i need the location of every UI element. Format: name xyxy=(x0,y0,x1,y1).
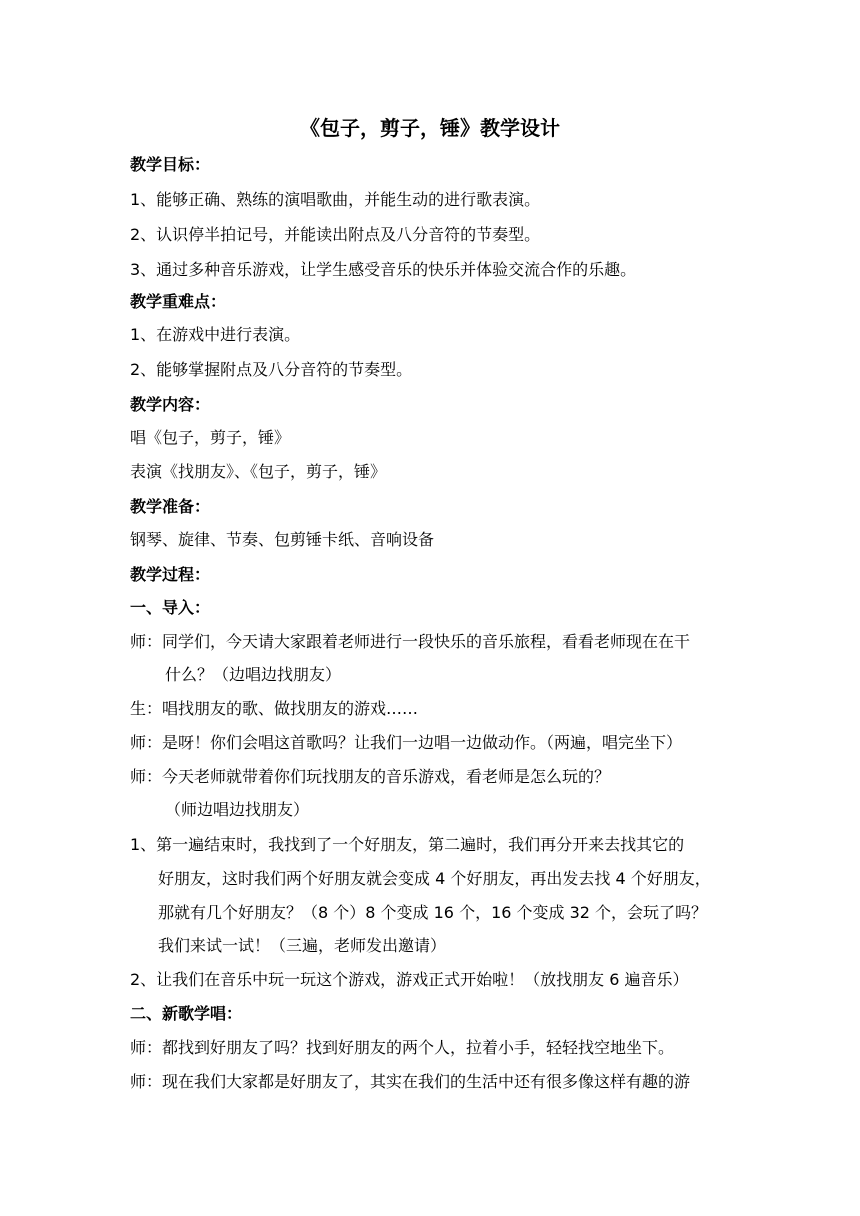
heading-teaching-goals: 教学目标： xyxy=(130,155,211,174)
process-line: 那就有几个好朋友？（8 个）8 个变成 16 个，16 个变成 32 个，会玩了吗？ xyxy=(158,903,708,922)
key-point-1: 1、在游戏中进行表演。 xyxy=(130,325,301,344)
process-line: 好朋友，这时我们两个好朋友就会变成 4 个好朋友，再出发去找 4 个好朋友， xyxy=(158,869,711,888)
goal-item-3: 3、通过多种音乐游戏，让学生感受音乐的快乐并体验交流合作的乐趣。 xyxy=(130,260,637,279)
process-line: 2、让我们在音乐中玩一玩这个游戏，游戏正式开始啦！（放找朋友 6 遍音乐） xyxy=(130,970,689,989)
process-line: 师：都找到好朋友了吗？找到好朋友的两个人，拉着小手，轻轻找空地坐下。 xyxy=(130,1038,675,1057)
key-point-2: 2、能够掌握附点及八分音符的节奏型。 xyxy=(130,360,413,379)
process-line: 师：是呀！你们会唱这首歌吗？让我们一边唱一边做动作。（两遍，唱完坐下） xyxy=(130,733,683,752)
process-line: 1、第一遍结束时，我找到了一个好朋友，第二遍时，我们再分开来去找其它的 xyxy=(130,835,685,854)
process-line: 什么？（边唱边找朋友） xyxy=(165,665,342,684)
goal-item-2: 2、认识停半拍记号，并能读出附点及八分音符的节奏型。 xyxy=(130,225,541,244)
heading-process: 教学过程： xyxy=(130,565,211,584)
process-line: （师边唱边找朋友） xyxy=(165,800,310,819)
process-line: 生：唱找朋友的歌、做找朋友的游戏…… xyxy=(130,699,419,718)
process-line: 我们来试一试！（三遍，老师发出邀请） xyxy=(158,936,447,955)
document-title: 《包子，剪子，锤》教学设计 xyxy=(300,116,560,140)
content-item-1: 唱《包子，剪子，锤》 xyxy=(130,428,291,447)
process-line: 师：现在我们大家都是好朋友了，其实在我们的生活中还有很多像这样有趣的游 xyxy=(130,1072,691,1091)
content-item-2: 表演《找朋友》、《包子，剪子，锤》 xyxy=(130,462,387,481)
preparation-items: 钢琴、旋律、节奏、包剪锤卡纸、音响设备 xyxy=(130,530,435,549)
heading-new-song: 二、新歌学唱： xyxy=(130,1004,243,1023)
heading-key-points: 教学重难点： xyxy=(130,292,227,311)
goal-item-1: 1、能够正确、熟练的演唱歌曲，并能生动的进行歌表演。 xyxy=(130,190,541,209)
process-line: 师：今天老师就带着你们玩找朋友的音乐游戏，看老师是怎么玩的？ xyxy=(130,767,611,786)
process-line: 师：同学们，今天请大家跟着老师进行一段快乐的音乐旅程，看看老师现在在干 xyxy=(130,632,691,651)
heading-teaching-content: 教学内容： xyxy=(130,395,211,414)
heading-preparation: 教学准备： xyxy=(130,497,211,516)
heading-introduction: 一、导入： xyxy=(130,598,211,617)
